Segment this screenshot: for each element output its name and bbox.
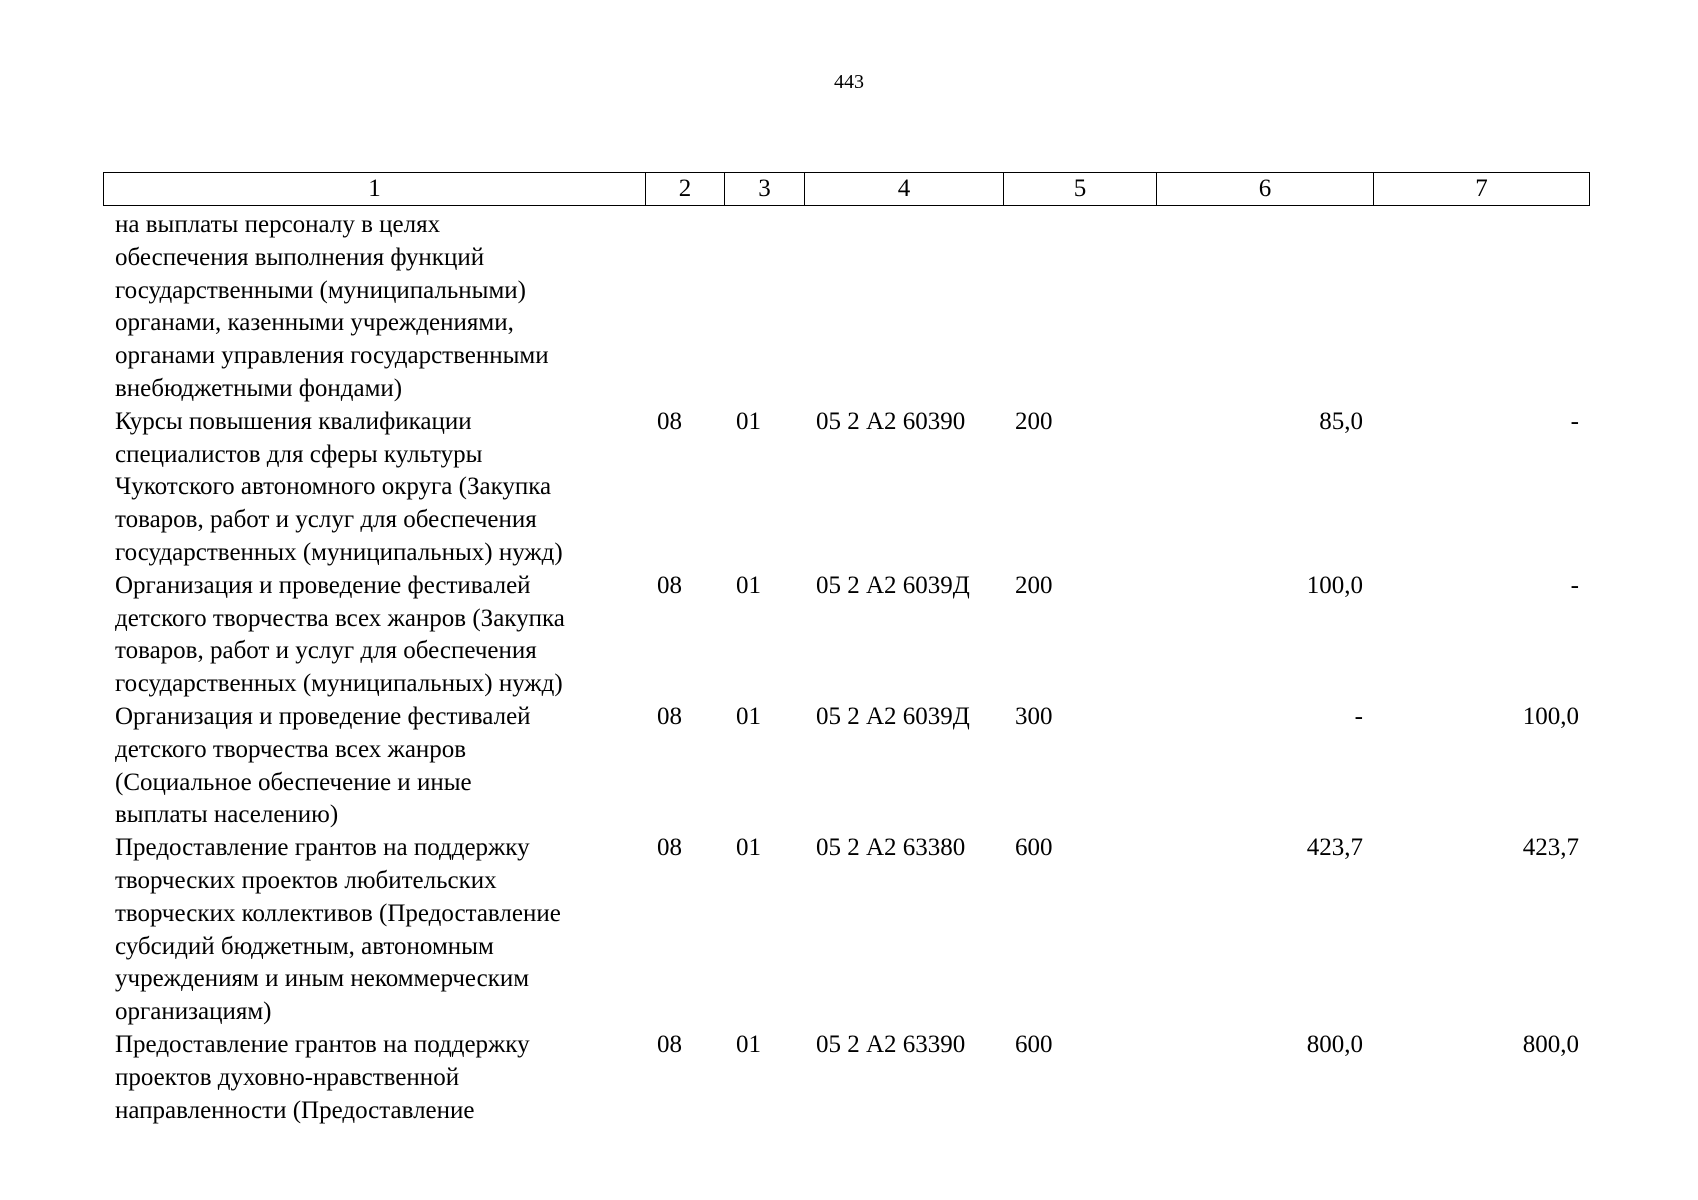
amount-col-6: 423,7 [1306, 834, 1363, 862]
subsection-code [724, 209, 804, 406]
expense-type-code [1003, 209, 1156, 406]
subsection-code: 01 [736, 834, 761, 862]
description-line: учреждениям и иным некоммерческим [115, 965, 530, 993]
amount-col-7: - [1570, 407, 1579, 435]
table-row [103, 701, 1589, 832]
amount-col-7: 100,0 [1522, 702, 1579, 730]
header-cell-1: 1 [104, 173, 646, 206]
description-line: субсидий бюджетным, автономным [115, 932, 494, 960]
section-code [645, 209, 724, 406]
description-line: Организация и проведение фестивалей [115, 571, 531, 599]
description-line: выплаты населению) [115, 801, 339, 829]
table-row [103, 209, 1589, 406]
target-article-code: 05 2 А2 6039Д [816, 571, 970, 599]
description-line: внебюджетными фондами) [115, 374, 403, 402]
subsection-code: 01 [736, 407, 761, 435]
description-line: Чукотского автономного округа (Закупка [115, 473, 552, 501]
expense-type-code: 600 [1015, 834, 1053, 862]
amount-col-7: 800,0 [1522, 1030, 1579, 1058]
section-code: 08 [657, 834, 682, 862]
target-article-code [804, 209, 1003, 406]
description-line: (Социальное обеспечение и иные [115, 768, 472, 796]
description-line: органами, казенными учреждениями, [115, 309, 514, 337]
section-code: 08 [657, 407, 682, 435]
target-article-code: 05 2 А2 63380 [816, 834, 966, 862]
subsection-code: 01 [736, 702, 761, 730]
target-article-code: 05 2 А2 63390 [816, 1030, 966, 1058]
table-row [103, 1029, 1589, 1127]
header-cell-7: 7 [1374, 173, 1590, 206]
expense-type-code: 200 [1015, 571, 1053, 599]
page-number: 443 [834, 71, 864, 93]
description-line: детского творчества всех жанров [115, 735, 467, 763]
header-cell-5: 5 [1004, 173, 1157, 206]
row-description [103, 701, 645, 832]
amount-col-7: 423,7 [1522, 834, 1579, 862]
header-cell-6: 6 [1157, 173, 1374, 206]
header-cell-2: 2 [646, 173, 725, 206]
amount-col-7 [1373, 209, 1589, 406]
description-line: товаров, работ и услуг для обеспечения [115, 506, 537, 534]
amount-col-6: 85,0 [1319, 407, 1363, 435]
row-description [103, 832, 645, 1029]
row-description [103, 570, 645, 701]
subsection-code: 01 [736, 571, 761, 599]
description-line: творческих коллективов (Предоставление [115, 899, 561, 927]
table-body [103, 209, 1589, 1127]
description-line: Предоставление грантов на поддержку [115, 834, 530, 862]
amount-col-6: 100,0 [1306, 571, 1363, 599]
section-code: 08 [657, 571, 682, 599]
row-description [103, 1029, 645, 1127]
description-line: специалистов для сферы культуры [115, 440, 483, 468]
description-line: направленности (Предоставление [115, 1096, 475, 1124]
budget-table [103, 209, 1589, 1127]
table-row [103, 832, 1589, 1029]
expense-type-code: 200 [1015, 407, 1053, 435]
header-cell-3: 3 [725, 173, 805, 206]
table-row [103, 570, 1589, 701]
amount-col-6: - [1354, 702, 1363, 730]
row-description [103, 406, 645, 570]
section-code: 08 [657, 702, 682, 730]
description-line: Курсы повышения квалификации [115, 407, 472, 435]
description-line: обеспечения выполнения функций [115, 243, 485, 271]
description-line: государственными (муниципальными) [115, 276, 526, 304]
description-line: Предоставление грантов на поддержку [115, 1030, 530, 1058]
amount-col-6 [1156, 209, 1373, 406]
row-description [103, 209, 645, 406]
section-code: 08 [657, 1030, 682, 1058]
target-article-code: 05 2 А2 6039Д [816, 702, 970, 730]
description-line: детского творчества всех жанров (Закупка [115, 604, 565, 632]
amount-col-7: - [1570, 571, 1579, 599]
description-line: государственных (муниципальных) нужд) [115, 538, 563, 566]
header-row [104, 173, 1590, 206]
target-article-code: 05 2 А2 60390 [816, 407, 966, 435]
expense-type-code: 600 [1015, 1030, 1053, 1058]
expense-type-code: 300 [1015, 702, 1053, 730]
description-line: на выплаты персоналу в целях [115, 211, 441, 238]
description-line: творческих проектов любительских [115, 866, 497, 894]
description-line: проектов духовно-нравственной [115, 1063, 460, 1091]
table-header [103, 172, 1590, 206]
header-cell-4: 4 [805, 173, 1004, 206]
subsection-code: 01 [736, 1030, 761, 1058]
table-row [103, 406, 1589, 570]
description-line: товаров, работ и услуг для обеспечения [115, 637, 537, 665]
description-line: государственных (муниципальных) нужд) [115, 670, 563, 698]
amount-col-6: 800,0 [1306, 1030, 1363, 1058]
description-line: органами управления государственными [115, 342, 549, 370]
description-line: организациям) [115, 998, 272, 1026]
description-line: Организация и проведение фестивалей [115, 702, 531, 730]
